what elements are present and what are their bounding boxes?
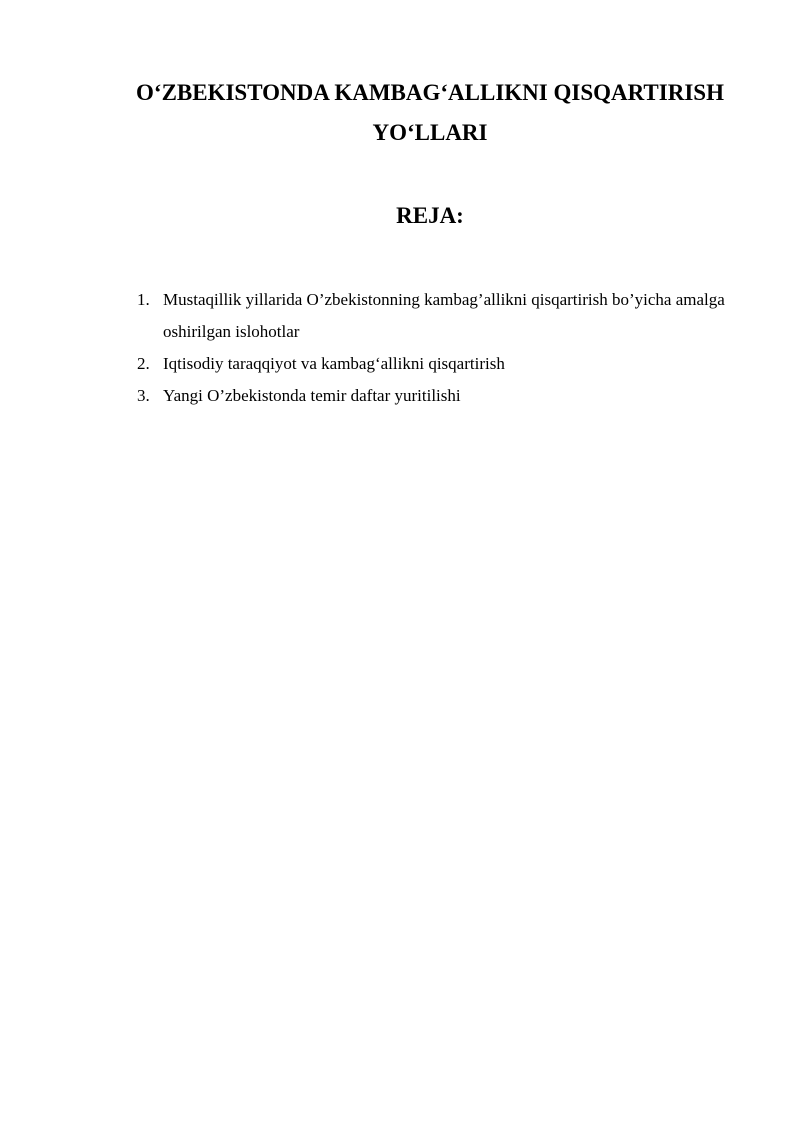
plan-item-2 [137,348,737,380]
plan-item-text: Iqtisodiy taraqqiyot va kambag‘allikni qisqartirish [163,354,505,373]
plan-list [137,284,737,412]
plan-item-text: Mustaqillik yillarida O’zbekistonning kambag’allikni qisqartirish bo’yicha amalga oshirilgan islohotlar [163,290,725,341]
plan-heading: REJA: [396,203,464,228]
plan-item-number: 2. [137,354,150,373]
document-title-line-1: O‘ZBEKISTONDA KAMBAG‘ALLIKNI QISQARTIRISH [136,80,724,105]
plan-item-number: 3. [137,386,150,405]
document-title-line-2: YO‘LLARI [372,120,488,145]
plan-item-1 [137,284,737,348]
plan-item-number: 1. [137,290,150,309]
plan-item-3 [137,380,737,412]
plan-item-text: Yangi O’zbekistonda temir daftar yuritilishi [163,386,461,405]
